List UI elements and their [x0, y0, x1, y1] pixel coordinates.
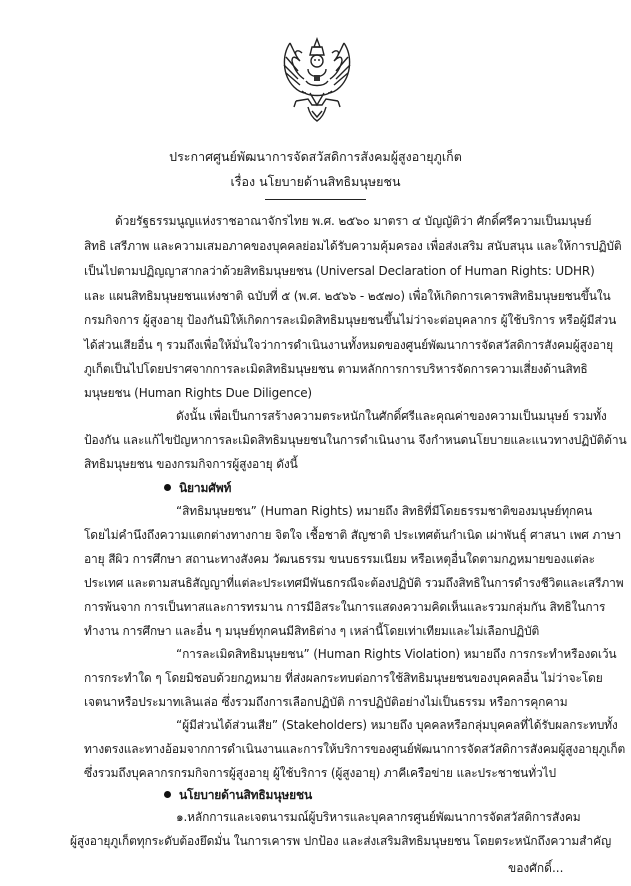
announcement-subject: เรื่อง นโยบายด้านสิทธิมนุษยชน [230, 174, 401, 189]
definition-line: ประเทศ และตามสนธิสัญญาที่แต่ละประเทศมีพันธกรณีจะต้องปฏิบัติ รวมถึงสิทธิในการดำรงชีวิตและเสรีภาพ [84, 576, 624, 590]
definition-line: “สิทธิมนุษยชน” (Human Rights) หมายถึง สิทธิที่มีโดยธรรมชาติของมนุษย์ทุกคน [176, 504, 593, 518]
definition-line: ทางตรงและทางอ้อมจากการดำเนินงานและการให้บริการของศูนย์พัฒนาการจัดสวัสดิการสังคมผู้สูงอายุภูเก็ต [84, 742, 626, 756]
body-line: สิทธิ เสรีภาพ และความเสมอภาคของบุคคลย่อมได้รับความคุ้มครอง เพื่อส่งเสริม สนับสนุน และให้การปฏิบัติ [84, 239, 622, 253]
definition-line: “ผู้มีส่วนได้ส่วนเสีย” (Stakeholders) หมายถึง บุคคลหรือกลุ่มบุคคลที่ได้รับผลกระทบทั้ง [176, 718, 618, 732]
announcement-title: ประกาศศูนย์พัฒนาการจัดสวัสดิการสังคมผู้สูงอายุภูเก็ต [169, 149, 462, 164]
definition-line: “การละเมิดสิทธิมนุษยชน” (Human Rights Violation) หมายถึง การกระทำหรืองดเว้น [176, 647, 617, 661]
section-heading-policy: นโยบายด้านสิทธิมนุษยชน [164, 787, 312, 803]
title-underline [265, 199, 366, 200]
definition-line: โดยไม่คำนึงถึงความแตกต่างทางกาย จิตใจ เชื้อชาติ สัญชาติ ประเทศต้นกำเนิด เผ่าพันธุ์ ศาสนา เพศ ภาษา [84, 528, 622, 542]
body-line: เป็นไปตามปฏิญญาสากลว่าด้วยสิทธิมนุษยชน (Universal Declaration of Human Rights: UDHR) [84, 264, 595, 278]
body-line: ได้ส่วนเสียอื่น ๆ รวมถึงเพื่อให้มั่นใจว่าการดำเนินงานทั้งหมดของศูนย์พัฒนาการจัดสวัสดิการสังคมผู้สูงอายุ [84, 338, 614, 352]
body-line: ดังนั้น เพื่อเป็นการสร้างความตระหนักในศักดิ์ศรีและคุณค่าของความเป็นมนุษย์ รวมทั้ง [176, 409, 607, 423]
definition-line: ซึ่งรวมถึงบุคลากรกรมกิจการผู้สูงอายุ ผู้ใช้บริการ (ผู้สูงอายุ) ภาคีเครือข่าย และประชาชนทั่วไป [84, 766, 556, 780]
body-line: ด้วยรัฐธรรมนูญแห่งราชอาณาจักรไทย พ.ศ. ๒๕๖๐ มาตรา ๔ บัญญัติว่า ศักดิ์ศรีความเป็นมนุษย์ [115, 214, 592, 228]
body-line: มนุษยชน (Human Rights Due Diligence) [84, 386, 312, 400]
policy-line: ผู้สูงอายุภูเก็ตทุกระดับต้องยึดมั่น ในการเคารพ ปกป้อง และส่งเสริมสิทธิมนุษยชน โดยตระหนักถึงความสำคัญ [70, 834, 612, 848]
garuda-emblem-icon [272, 35, 362, 125]
body-line: กรมกิจการ ผู้สูงอายุ ป้องกันมิให้เกิดการละเมิดสิทธิมนุษยชนขึ้นไม่ว่าจะต่อบุคลากร ผู้ใช้บริการ หรือผู้มีส่วน [84, 313, 617, 327]
definition-line: อายุ สีผิว การศึกษา สถานะทางสังคม วัฒนธรรม ขนบธรรมเนียม หรือเหตุอื่นใดตามกฎหมายของแต่ละ [84, 552, 595, 566]
body-line: ภูเก็ตเป็นไปโดยปราศจากการละเมิดสิทธิมนุษยชน ตามหลักการการบริหารจัดการความเสี่ยงด้านสิทธิ [84, 362, 588, 376]
bullet-icon [164, 791, 171, 798]
definition-line: การพ้นจาก การเป็นทาสและการทรมาน การมีอิสระในการแสดงความคิดเห็นและรวมกลุ่มกัน สิทธิในการ [84, 600, 606, 614]
definition-line: เจตนาหรือประมาทเลินเล่อ ซึ่งรวมถึงการเลือกปฏิบัติ การปฏิบัติอย่างไม่เป็นธรรม หรือการคุกคาม [84, 695, 568, 709]
page-continuation: ของศักดิ์... [508, 861, 564, 875]
body-line: ป้องกัน และแก้ไขปัญหาการละเมิดสิทธิมนุษยชนในการดำเนินงาน จึงกำหนดนโยบายและแนวทางปฏิบัติด้าน [84, 433, 627, 447]
policy-line: ๑.หลักการและเจตนารมณ์ผู้บริหารและบุคลากรศูนย์พัฒนาการจัดสวัสดิการสังคม [176, 810, 581, 824]
body-line: และ แผนสิทธิมนุษยชนแห่งชาติ ฉบับที่ ๕ (พ.ศ. ๒๕๖๖ - ๒๕๗๐) เพื่อให้เกิดการเคารพสิทธิมนุษยชนขึ้นใน [84, 289, 611, 303]
bullet-icon [164, 484, 171, 491]
definition-line: ทำงาน การศึกษา และอื่น ๆ มนุษย์ทุกคนมีสิทธิต่าง ๆ เหล่านี้โดยเท่าเทียมและไม่เลือกปฏิบัติ [84, 624, 540, 638]
definition-line: การกระทำใด ๆ โดยมิชอบด้วยกฎหมาย ที่ส่งผลกระทบต่อการใช้สิทธิมนุษยชนของบุคคลอื่น ไม่ว่าจะโดย [84, 671, 603, 685]
body-line: สิทธิมนุษยชน ของกรมกิจการผู้สูงอายุ ดังนี้ [84, 457, 298, 471]
section-heading-definitions: นิยามศัพท์ [164, 480, 231, 496]
